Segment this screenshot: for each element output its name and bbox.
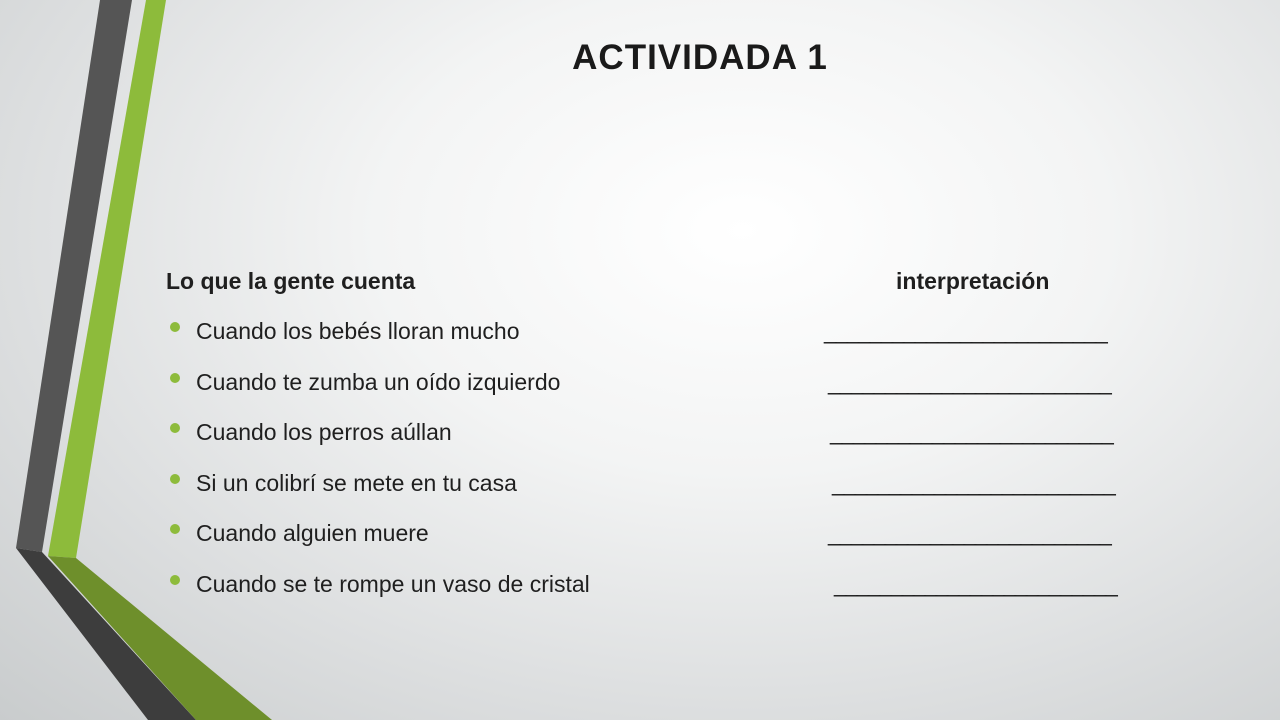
bullet-icon [170, 575, 180, 585]
bullet-icon [170, 423, 180, 433]
answer-blank: _________________________ [828, 368, 1111, 395]
answer-blank: _________________________ [834, 570, 1117, 597]
list-item [168, 318, 1228, 369]
list-item [168, 369, 1228, 420]
list-item [168, 520, 1228, 571]
answer-blank: _________________________ [830, 419, 1113, 445]
item-text: Cuando se te rompe un vaso de cristal [196, 570, 590, 597]
answer-blank: _________________________ [824, 318, 1107, 344]
slide-title: ACTIVIDADA 1 [572, 38, 828, 77]
item-text: Cuando te zumba un oído izquierdo [196, 368, 561, 395]
item-text: Si un colibrí se mete en tu casa [196, 469, 517, 496]
answer-blank: _________________________ [832, 469, 1115, 496]
list-item [168, 571, 1228, 622]
item-text: Cuando alguien muere [196, 520, 429, 546]
bullet-icon [170, 322, 180, 332]
list-item [168, 419, 1228, 470]
item-text: Cuando los bebés lloran mucho [196, 318, 520, 344]
bullet-icon [170, 474, 180, 484]
bullet-icon [170, 373, 180, 383]
list-item [168, 470, 1228, 521]
header-left-label: Lo que la gente cuenta [166, 268, 416, 294]
item-text: Cuando los perros aúllan [196, 419, 452, 445]
answer-blank: _________________________ [828, 520, 1111, 546]
header-right-label: interpretación [896, 268, 1050, 294]
belief-list [168, 318, 1228, 621]
bullet-icon [170, 524, 180, 534]
table-header [166, 268, 1226, 302]
